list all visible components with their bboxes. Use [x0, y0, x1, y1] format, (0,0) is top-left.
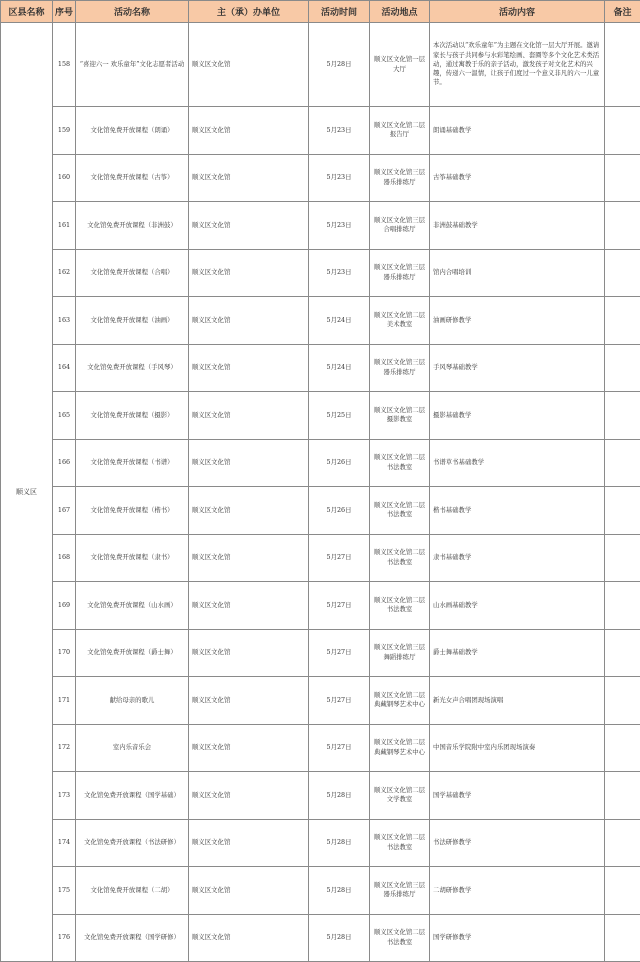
- table-row: [1, 819, 640, 867]
- table-row: [1, 202, 640, 250]
- cell-notes: [605, 819, 640, 867]
- cell-activity-name: “喜迎六一 欢乐童年”文化志愿者活动: [76, 23, 189, 107]
- cell-no: 162: [53, 249, 76, 297]
- cell-notes: [605, 724, 640, 772]
- cell-activity-name: 文化馆免费开放课程（书法研修）: [76, 819, 189, 867]
- table-row: [1, 344, 640, 392]
- cell-activity-name: 文化馆免费开放课程（国学基础）: [76, 772, 189, 820]
- cell-no: 161: [53, 202, 76, 250]
- cell-organizer: 顺义区文化馆: [189, 107, 309, 155]
- cell-organizer: 顺义区文化馆: [189, 487, 309, 535]
- cell-activity-name: 文化馆免费开放课程（二胡）: [76, 867, 189, 915]
- cell-organizer: 顺义区文化馆: [189, 202, 309, 250]
- cell-date: 5月28日: [309, 867, 370, 915]
- cell-organizer: 顺义区文化馆: [189, 914, 309, 962]
- cell-location: 顺义区文化馆二层文学教室: [370, 772, 430, 820]
- cell-notes: [605, 629, 640, 677]
- cell-organizer: 顺义区文化馆: [189, 344, 309, 392]
- cell-no: 163: [53, 297, 76, 345]
- cell-notes: [605, 487, 640, 535]
- cell-date: 5月23日: [309, 249, 370, 297]
- table-body: [1, 23, 640, 962]
- header-district: 区县名称: [1, 1, 53, 23]
- cell-no: 159: [53, 107, 76, 155]
- cell-content: 本次活动以“欢乐童年”为主题在文化馆一层大厅开展。邀请家长与孩子共同参与水彩笔绘画、套圈等多个文化艺术类活动，通过寓教于乐的亲子活动，激发孩子对文化艺术的兴趣，传递六一温情，让孩子们度过一个意义非凡的六一儿童节。: [430, 23, 605, 107]
- cell-content: 书谱草书基础教学: [430, 439, 605, 487]
- table-row: [1, 487, 640, 535]
- table-row: [1, 724, 640, 772]
- table-row: [1, 297, 640, 345]
- cell-organizer: 顺义区文化馆: [189, 724, 309, 772]
- header-organizer: 主（承）办单位: [189, 1, 309, 23]
- table-row: [1, 867, 640, 915]
- cell-date: 5月28日: [309, 914, 370, 962]
- cell-notes: [605, 107, 640, 155]
- cell-organizer: 顺义区文化馆: [189, 249, 309, 297]
- table-row: [1, 154, 640, 202]
- cell-location: 顺义区文化馆二层书法教室: [370, 439, 430, 487]
- cell-notes: [605, 154, 640, 202]
- cell-date: 5月25日: [309, 392, 370, 440]
- cell-date: 5月27日: [309, 677, 370, 725]
- cell-activity-name: 献给母亲的歌儿: [76, 677, 189, 725]
- table-row: [1, 439, 640, 487]
- cell-notes: [605, 392, 640, 440]
- cell-notes: [605, 534, 640, 582]
- cell-organizer: 顺义区文化馆: [189, 867, 309, 915]
- cell-content: 山水画基础教学: [430, 582, 605, 630]
- cell-content: 摄影基础教学: [430, 392, 605, 440]
- cell-no: 174: [53, 819, 76, 867]
- table-row: [1, 772, 640, 820]
- cell-activity-name: 文化馆免费开放课程（非洲鼓）: [76, 202, 189, 250]
- table-row: [1, 914, 640, 962]
- cell-activity-name: 文化馆免费开放课程（国学研修）: [76, 914, 189, 962]
- cell-date: 5月23日: [309, 107, 370, 155]
- cell-content: 国学研修教学: [430, 914, 605, 962]
- cell-no: 175: [53, 867, 76, 915]
- table-row: [1, 392, 640, 440]
- cell-activity-name: 文化馆免费开放课程（爵士舞）: [76, 629, 189, 677]
- cell-organizer: 顺义区文化馆: [189, 819, 309, 867]
- cell-location: 顺义区文化馆二层典藏钢琴艺术中心: [370, 677, 430, 725]
- table-row: [1, 677, 640, 725]
- table-row: [1, 249, 640, 297]
- cell-activity-name: 室内乐音乐会: [76, 724, 189, 772]
- cell-content: 馆内合唱培训: [430, 249, 605, 297]
- header-content: 活动内容: [430, 1, 605, 23]
- cell-organizer: 顺义区文化馆: [189, 439, 309, 487]
- cell-location: 顺义区文化馆二层典藏钢琴艺术中心: [370, 724, 430, 772]
- cell-date: 5月23日: [309, 202, 370, 250]
- cell-date: 5月24日: [309, 344, 370, 392]
- cell-location: 顺义区文化馆二层书法教室: [370, 914, 430, 962]
- cell-date: 5月27日: [309, 534, 370, 582]
- cell-no: 160: [53, 154, 76, 202]
- cell-no: 169: [53, 582, 76, 630]
- cell-activity-name: 文化馆免费开放课程（古筝）: [76, 154, 189, 202]
- header-notes: 备注: [605, 1, 640, 23]
- cell-content: 油画研修教学: [430, 297, 605, 345]
- cell-date: 5月26日: [309, 439, 370, 487]
- cell-content: 书法研修教学: [430, 819, 605, 867]
- header-row: [1, 1, 640, 23]
- cell-location: 顺义区文化馆三层合唱排练厅: [370, 202, 430, 250]
- header-no: 序号: [53, 1, 76, 23]
- cell-location: 顺义区文化馆二层书法教室: [370, 487, 430, 535]
- cell-no: 171: [53, 677, 76, 725]
- cell-organizer: 顺义区文化馆: [189, 392, 309, 440]
- cell-activity-name: 文化馆免费开放课程（书谱）: [76, 439, 189, 487]
- table-row: [1, 534, 640, 582]
- cell-notes: [605, 439, 640, 487]
- cell-no: 158: [53, 23, 76, 107]
- cell-location: 顺义区文化馆二层书法教室: [370, 819, 430, 867]
- cell-no: 170: [53, 629, 76, 677]
- cell-organizer: 顺义区文化馆: [189, 154, 309, 202]
- cell-location: 顺义区文化馆三层器乐排练厅: [370, 154, 430, 202]
- cell-content: 中国音乐学院附中室内乐团现场演奏: [430, 724, 605, 772]
- cell-organizer: 顺义区文化馆: [189, 23, 309, 107]
- cell-location: 顺义区文化馆一层大厅: [370, 23, 430, 107]
- cell-content: 二胡研修教学: [430, 867, 605, 915]
- cell-date: 5月28日: [309, 772, 370, 820]
- cell-location: 顺义区文化馆二层摄影教室: [370, 392, 430, 440]
- cell-organizer: 顺义区文化馆: [189, 772, 309, 820]
- cell-date: 5月27日: [309, 724, 370, 772]
- cell-no: 167: [53, 487, 76, 535]
- cell-organizer: 顺义区文化馆: [189, 297, 309, 345]
- cell-notes: [605, 202, 640, 250]
- cell-notes: [605, 249, 640, 297]
- cell-district: 顺义区: [1, 23, 53, 962]
- cell-content: 隶书基础教学: [430, 534, 605, 582]
- table-row: [1, 23, 640, 107]
- cell-content: 古筝基础教学: [430, 154, 605, 202]
- cell-location: 顺义区文化馆三层器乐排练厅: [370, 867, 430, 915]
- cell-no: 176: [53, 914, 76, 962]
- cell-date: 5月27日: [309, 582, 370, 630]
- cell-location: 顺义区文化馆三层器乐排练厅: [370, 249, 430, 297]
- cell-notes: [605, 914, 640, 962]
- cell-date: 5月26日: [309, 487, 370, 535]
- cell-activity-name: 文化馆免费开放课程（隶书）: [76, 534, 189, 582]
- cell-content: 国学基础教学: [430, 772, 605, 820]
- cell-no: 168: [53, 534, 76, 582]
- table-row: [1, 582, 640, 630]
- header-name: 活动名称: [76, 1, 189, 23]
- cell-organizer: 顺义区文化馆: [189, 582, 309, 630]
- cell-location: 顺义区文化馆三层器乐排练厅: [370, 344, 430, 392]
- cell-notes: [605, 867, 640, 915]
- table-row: [1, 629, 640, 677]
- cell-organizer: 顺义区文化馆: [189, 534, 309, 582]
- cell-notes: [605, 772, 640, 820]
- cell-date: 5月28日: [309, 23, 370, 107]
- cell-location: 顺义区文化馆二层美术教室: [370, 297, 430, 345]
- cell-location: 顺义区文化馆二层书法教室: [370, 534, 430, 582]
- cell-date: 5月24日: [309, 297, 370, 345]
- cell-date: 5月27日: [309, 629, 370, 677]
- cell-content: 楷书基础教学: [430, 487, 605, 535]
- cell-notes: [605, 344, 640, 392]
- cell-notes: [605, 297, 640, 345]
- cell-content: 手风琴基础教学: [430, 344, 605, 392]
- cell-location: 顺义区文化馆三层舞蹈排练厅: [370, 629, 430, 677]
- cell-activity-name: 文化馆免费开放课程（油画）: [76, 297, 189, 345]
- cell-no: 165: [53, 392, 76, 440]
- cell-activity-name: 文化馆免费开放课程（朗诵）: [76, 107, 189, 155]
- cell-activity-name: 文化馆免费开放课程（山水画）: [76, 582, 189, 630]
- cell-organizer: 顺义区文化馆: [189, 629, 309, 677]
- cell-no: 166: [53, 439, 76, 487]
- cell-activity-name: 文化馆免费开放课程（楷书）: [76, 487, 189, 535]
- cell-no: 172: [53, 724, 76, 772]
- cell-notes: [605, 23, 640, 107]
- cell-activity-name: 文化馆免费开放课程（手风琴）: [76, 344, 189, 392]
- cell-activity-name: 文化馆免费开放课程（合唱）: [76, 249, 189, 297]
- cell-notes: [605, 582, 640, 630]
- cell-content: 爵士舞基础教学: [430, 629, 605, 677]
- header-location: 活动地点: [370, 1, 430, 23]
- cell-content: 非洲鼓基础教学: [430, 202, 605, 250]
- cell-no: 164: [53, 344, 76, 392]
- cell-date: 5月23日: [309, 154, 370, 202]
- cell-organizer: 顺义区文化馆: [189, 677, 309, 725]
- cell-activity-name: 文化馆免费开放课程（摄影）: [76, 392, 189, 440]
- cell-location: 顺义区文化馆二层书法教室: [370, 582, 430, 630]
- cell-content: 朗诵基础教学: [430, 107, 605, 155]
- header-time: 活动时间: [309, 1, 370, 23]
- cell-location: 顺义区文化馆二层报告厅: [370, 107, 430, 155]
- table-row: [1, 107, 640, 155]
- cell-content: 新光女声合唱团现场演唱: [430, 677, 605, 725]
- cell-no: 173: [53, 772, 76, 820]
- cell-notes: [605, 677, 640, 725]
- cell-date: 5月28日: [309, 819, 370, 867]
